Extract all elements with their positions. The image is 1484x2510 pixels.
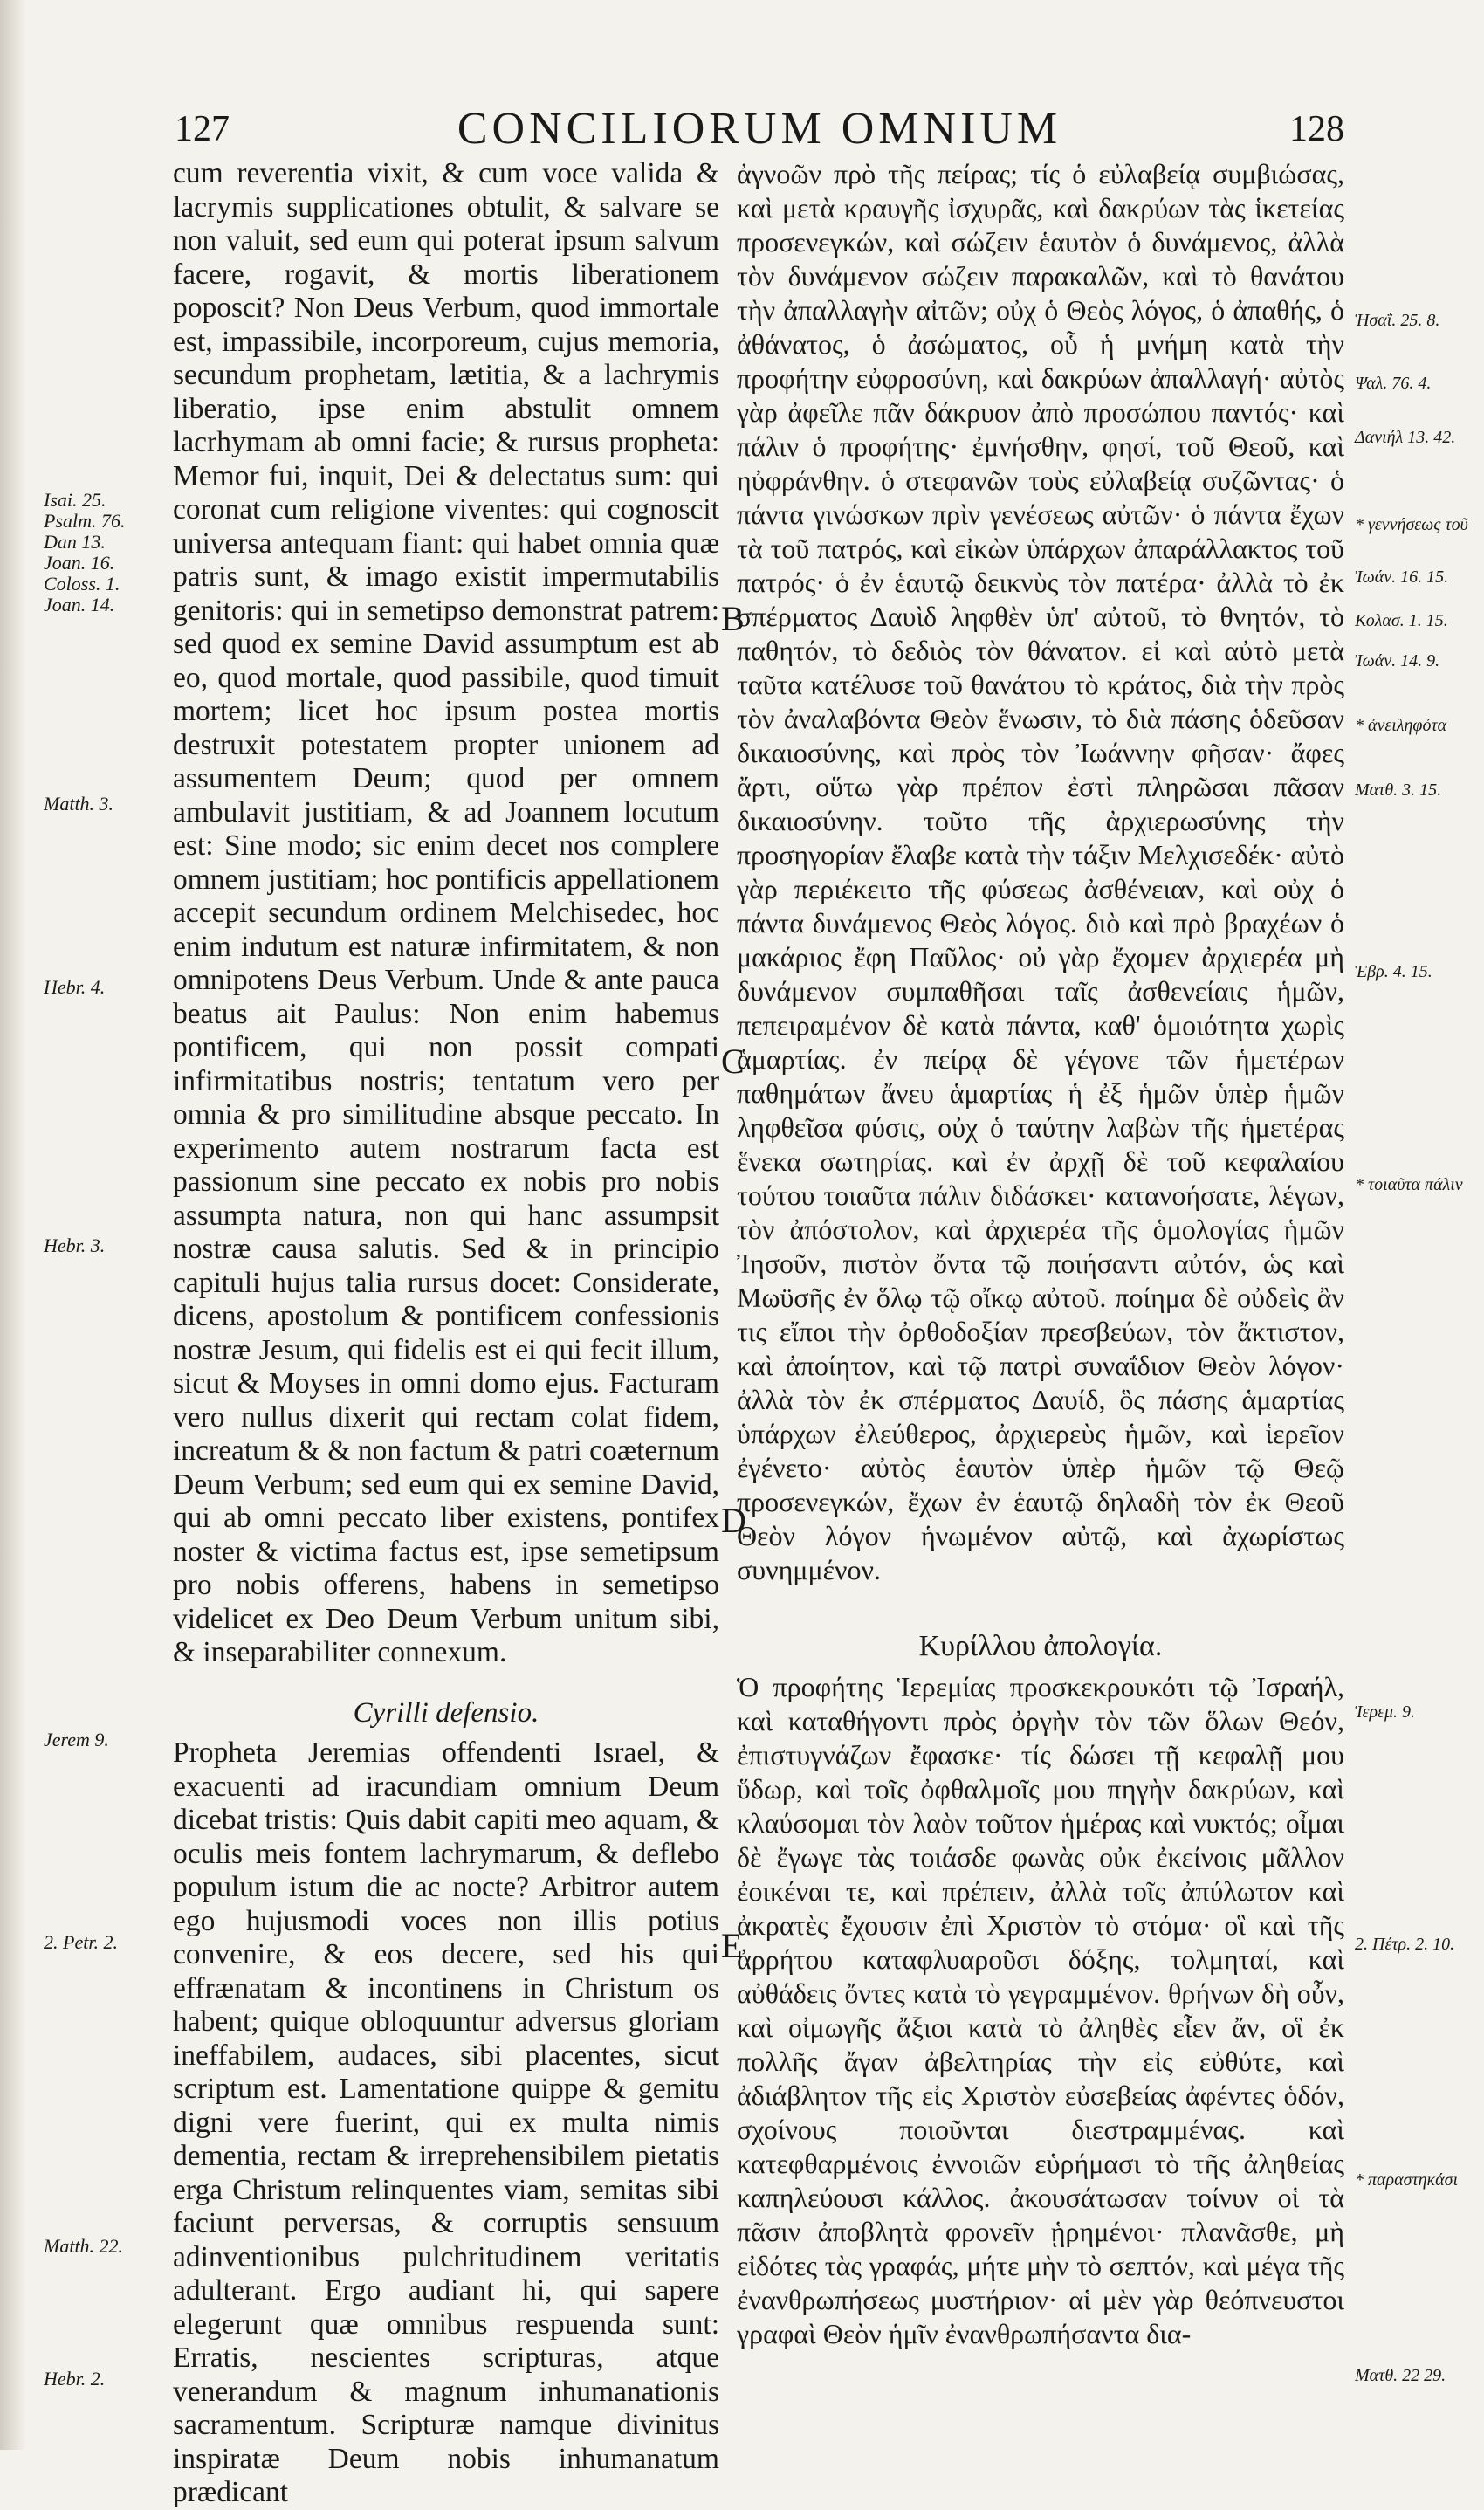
margin-note: * γεννήσεως τοῦ (1355, 515, 1468, 534)
margin-note: Isai. 25. (44, 489, 106, 511)
margin-note: Dan 13. (44, 531, 106, 553)
latin-section-paragraph: Propheta Jeremias offendenti Israel, & exacuenti ad iracundiam omnium Deum dicebat tristis: Quis dabit capiti meo aquam, & oculis meis fontem lachrymarum, & deflebo populum istum die ac nocte? Arbitror autem ego hujusmodi voces non illis potius convenire, & eos decere, sed his qui effrænatam & incontinens in Christum os habent; quique obloquuntur adversus gloriam ineffabilem, audaces, sibi placentes, sicut scriptum est. Lamentatione quippe & gemitu digni vere fuerint, qui ex multa nimis dementia, rectam & irreprehensibilem pietatis erga Christum relinquentes viam, semitas sibi faciunt perversas, & corruptis sensuum adinventionibus pulchritudinem veritatis adulterant. Ergo audiant hi, qui sapere elegerunt quæ omnibus respuenda sunt: Erratis, nescientes scripturas, atque venerandum & magnum inhumanationis sacramentum. Scripturæ namque divinitus inspiratæ Deum nobis inhumanatum prædicant (173, 1736, 719, 2508)
margin-note: Ψαλ. 76. 4. (1355, 374, 1432, 393)
margin-note: Hebr. 3. (44, 1234, 106, 1256)
latin-section-title: Cyrilli defensio. (353, 1696, 539, 1729)
page-number-right: 128 (1289, 109, 1344, 149)
greek-section-title: Κυρίλλου ἀπολογία. (918, 1630, 1163, 1662)
margin-note: Joan. 14. (44, 594, 115, 615)
margin-note: Ἡσαΐ. 25. 8. (1355, 311, 1440, 330)
margin-note: 2. Πέτρ. 2. 10. (1355, 1935, 1455, 1954)
margin-note: Δανιήλ 13. 42. (1355, 428, 1456, 447)
margin-note: 2. Petr. 2. (44, 1931, 118, 1953)
margin-note: * παραστηκάσι (1355, 2170, 1459, 2190)
greek-text (737, 157, 1344, 2351)
margin-note: Ἰωάν. 16. 15. (1355, 567, 1449, 587)
greek-section-paragraph: Ὁ προφήτης Ἱερεμίας προσκεκρουκότι τῷ Ἰσραήλ, καὶ καταθήγοντι πρὸς ὀργὴν τὸν τῶν ὅλων Θεόν, ἐπιστυγνάζων ἔφασκε· τίς δώσει τῇ κεφαλῇ μου ὕδωρ, καὶ τοῖς ὀφθαλμοῖς μου πηγὴν δακρύων, καὶ κλαύσομαι τὸν λαὸν τοῦτον ἡμέρας καὶ νυκτός; οἶμαι δὲ ἔγωγε τὰς τοιάσδε φωνὰς οὐκ ἐκείνοις μᾶλλον ἐοικέναι τε, καὶ πρέπειν, ἀλλὰ τοῖς ἀπύλωτον καὶ ἀκρατὲς ἔχουσιν ἐπὶ Χριστὸν τὸ στόμα· οἳ καὶ τῆς ἀρρήτου καταφλυαροῦσι δόξης, τολμηταί, καὶ αὐθάδεις ὄντες κατὰ τὸ γεγραμμένον. θρήνων δὴ οὖν, καὶ οἰμωγῆς ἄξιοι κατὰ τὸ ἀληθὲς εἶεν ἄν, οἳ ἐκ πολλῆς ἄγαν ἀβελτηρίας τὴν εἰς εὐθύτε, καὶ ἀδιάβλητον τῆς εἰς Χριστὸν εὐσεβείας ἀφέντες ὁδόν, σχοίνους ποιοῦνται διεστραμμένας. καὶ κατεφθαρμένοις ἐννοιῶν εὑρήμασι τὸ τῆς ἀληθείας καπηλεύουσι κάλλος. ἀκουσάτωσαν τοίνυν οἱ τὰ πᾶσιν ἀποβλητὰ φρονεῖν ᾑρημένοι· πλανᾶσθε, μὴ εἰδότες τὰς γραφάς, μήτε μὴν τὸ σεπτόν, καὶ μέγα τῆς ἐνανθρωπήσεως μυστήριον· αἱ μὲν γὰρ θεόπνευστοι γραφαὶ Θεὸν ἡμῖν ἐνανθρωπήσαντα δια- (737, 1671, 1344, 2349)
margin-note: Matth. 22. (44, 2235, 124, 2257)
margin-note: Matth. 3. (44, 793, 114, 815)
margin-note: Ματθ. 22 29. (1355, 2366, 1446, 2385)
margin-note: Jerem 9. (44, 1729, 109, 1750)
section-marker-d: D (721, 1501, 746, 1540)
margin-note: Hebr. 4. (44, 976, 106, 998)
greek-paragraph: ἀγνοῶν πρὸ τῆς πείρας; τίς ὁ εὐλαβείᾳ συμβιώσας, καὶ μετὰ κραυγῆς ἰσχυρᾶς, καὶ δακρύων τὰς ἱκετείας προσενεγκών, καὶ σώζειν ἑαυτὸν ὁ δυνάμενος, ἀλλὰ τὸν δυνάμενον σώζειν παρακαλῶν, καὶ τὸ θανάτου τὴν ἀπαλλαγὴν αἰτῶν; οὐχ ὁ Θεὸς λόγος, ὁ ἀπαθής, ὁ ἀθάνατος, ὁ ἀσώματος, οὗ ἡ μνήμη κατὰ τὴν προφήτην εὐφροσύνη, καὶ δακρύων ἀπαλλαγή· αὐτὸς γὰρ ἀφεῖλε πᾶν δάκρυον ἀπὸ προσώπου παντός· καὶ πάλιν ὁ προφήτης· ἐμνήσθην, φησί, τοῦ Θεοῦ, καὶ ηὐφράνθην. ὁ στεφανῶν τοὺς εὐλαβείᾳ συζῶντας· ὁ πάντα γινώσκων πρὶν γενέσεως αὐτῶν· ὁ πάντα ἔχων τὰ τοῦ πατρός, καὶ εἰκὼν ὑπάρχων ἀπαράλλακτος τοῦ πατρός· ὁ ἐν ἑαυτῷ δεικνὺς τὸν πατέρα· ἀλλὰ τὸ ἐκ σπέρματος Δαυὶδ ληφθὲν ὑπ' αὐτοῦ, τὸ θνητόν, τὸ παθητόν, τὸ δεδιὸς τὸν θάνατον. εἰ καὶ αὐτὸ μετὰ ταῦτα κατέλυσε τοῦ θανάτου τὸ κράτος, διὰ τὴν πρὸς τὸν ἀναλαβόντα Θεὸν ἕνωσιν, τὸ διὰ πάσης ὁδεῦσαν δικαιοσύνης, καὶ πρὸς τὸν Ἰωάννην φῆσαν· ἄφες ἄρτι, οὕτω γὰρ πρέπον ἐστὶ πληρῶσαι πᾶσαν δικαιοσύνην. τοῦτο τῆς ἀρχιερωσύνης τὴν προσηγορίαν ἔλαβε κατὰ τὴν τάξιν Μελχισεδέκ· αὐτὸ γὰρ περιέκειτο τῆς φύσεως ἀσθένειαν, καὶ οὐχ ὁ πάντα δυνάμενος Θεὸς λόγος. διὸ καὶ πρὸ βραχέων ὁ μακάριος ἔφη Παῦλος· οὐ γὰρ ἔχομεν ἀρχιερέα μὴ δυνάμενον συμπαθῆσαι ταῖς ἀσθενείαις ἡμῶν, πεπειραμένον δὲ κατὰ πάντα, καθ' ὁμοιότητα χωρὶς ἁμαρτίας. ἐν πείρᾳ δὲ γέγονε τῶν ἡμετέρων παθημάτων ἄνευ ἁμαρτίας ἡ ἐξ ἡμῶν ὑπὲρ ἡμῶν ληφθεῖσα φύσις, οὐχ ὁ ταύτην λαβὼν τῆς ἡμετέρας ἕνεκα σωτηρίας. καὶ ἐν ἀρχῇ δὲ τοῦ κεφαλαίου τούτου τοιαῦτα πάλιν διδάσκει· κατανοήσατε, λέγων, τὸν ἀπόστολον, καὶ ἀρχιερέα τῆς ὁμολογίας ἡμῶν Ἰησοῦν, πιστὸν ὄντα τῷ ποιήσαντι αὐτόν, ὡς καὶ Μωϋσῆς ἐν ὅλῳ τῷ οἴκῳ αὐτοῦ. ποίημα δὲ οὐδεὶς ἂν τις εἴποι τὴν ὀρθοδοξίαν πρεσβεύων, τὸν ἄκτιστον, καὶ ἀποίητον, καὶ τῷ πατρὶ συναΐδιον Θεὸν λόγον· ἀλλὰ τὸν ἐκ σπέρματος Δαυίδ, ὃς πάσης ἁμαρτίας ὑπάρχων ἐλεύθερος, ἀρχιερεὺς ἡμῶν, καὶ ἱερεῖον ἐγένετο· αὐτὸς ἑαυτὸν ὑπὲρ ἡμῶν τῷ Θεῷ προσενεγκών, ἔχων ἐν ἑαυτῷ δηλαδὴ τὸν ἐκ Θεοῦ Θεὸν λόγον ἡνωμένον αὐτῷ, καὶ ἀχωρίστως συνημμένον. (737, 158, 1344, 1585)
margin-note: Coloss. 1. (44, 573, 120, 595)
margin-note: Ἰωάν. 14. 9. (1355, 651, 1440, 670)
page-header (175, 103, 1344, 155)
page-number-left: 127 (175, 109, 230, 149)
margin-note: * τοιαῦτα πάλιν (1355, 1175, 1463, 1194)
margin-note: Hebr. 2. (44, 2368, 106, 2390)
margin-note: Ἑβρ. 4. 15. (1355, 962, 1432, 981)
section-marker-c: C (721, 1042, 745, 1081)
margin-note: Κολασ. 1. 15. (1355, 611, 1448, 630)
latin-column (173, 157, 719, 2510)
margin-note: * ἀνειληφότα (1355, 716, 1447, 735)
margin-note: Ἱερεμ. 9. (1355, 1702, 1416, 1722)
margin-note: Ματθ. 3. 15. (1355, 781, 1442, 800)
latin-text (173, 157, 719, 2510)
page-fold-shadow (0, 0, 26, 2450)
latin-paragraph: cum reverentia vixit, & cum voce valida & lacrymis supplicationes obtulit, & salvare se non valuit, sed eum qui poterat ipsum salvum facere, rogavit, & mortis liberationem poposcit? Non Deus Verbum, quod immortale est, impassibile, incorporeum, cujus memoria, secundum prophetam, lætitia, & a lachrymis liberatio, ipse enim abstulit omnem lacrhymam ab omni facie; & rursus propheta: Memor fui, inquit, Dei & delectatus sum: qui coronat cum religione viventes: qui cognoscit universa antequam fiant: qui habet omnia quæ patris sunt, & imago existit impermutabilis genitoris: qui in semetipso demonstrat patrem: sed quod ex semine David assumptum est ab eo, quod mortale, quod passibile, quod timuit mortem; licet hoc ipsum postea mortis destruxit potestatem propter unionem ad assumentem Deum; quod per omnem ambulavit justitiam, & ad Joannem locutum est: Sine modo; sic enim decet nos complere omnem justitiam; hoc pontificis appellationem accepit secundum ordinem Melchisedec, hoc enim indutum est naturæ infirmitatem, & non omnipotens Deus Verbum. Unde & ante pauca beatus ait Paulus: Non enim habemus pontificem, qui non possit compati infirmitatibus nostris; tentatum vero per omnia & pro similitudine absque peccato. In experimento autem nostrarum facta est passionum sine peccato ex nobis pro nobis assumpta natura, non qui hanc assumpsit nostræ causa salutis. Sed & in principio capituli hujus talia rursus docet: Considerate, dicens, apostolum & pontificem confessionis nostræ Jesum, qui fidelis est ei qui fecit illum, sicut & Moyses in omni domo ejus. Facturam vero nullus dixerit qui rectam colat fidem, increatum & & non factum & patri coæternum Deum Verbum; sed eum qui ex semine David, qui ab omni peccato liber existens, pontifex noster & victima factus est, ipse semetipsum pro nobis offerens, habens in semetipso videlicet ex Deo Deum Verbum unitum sibi, & inseparabiliter connexum. (173, 157, 719, 1668)
margin-note: Joan. 16. (44, 552, 115, 574)
section-marker-e: E (721, 1926, 743, 1965)
running-title: CONCILIORUM OMNIUM (457, 104, 1062, 154)
section-marker-b: B (721, 599, 745, 638)
margin-note: Psalm. 76. (44, 510, 126, 532)
greek-column (737, 157, 1344, 2351)
